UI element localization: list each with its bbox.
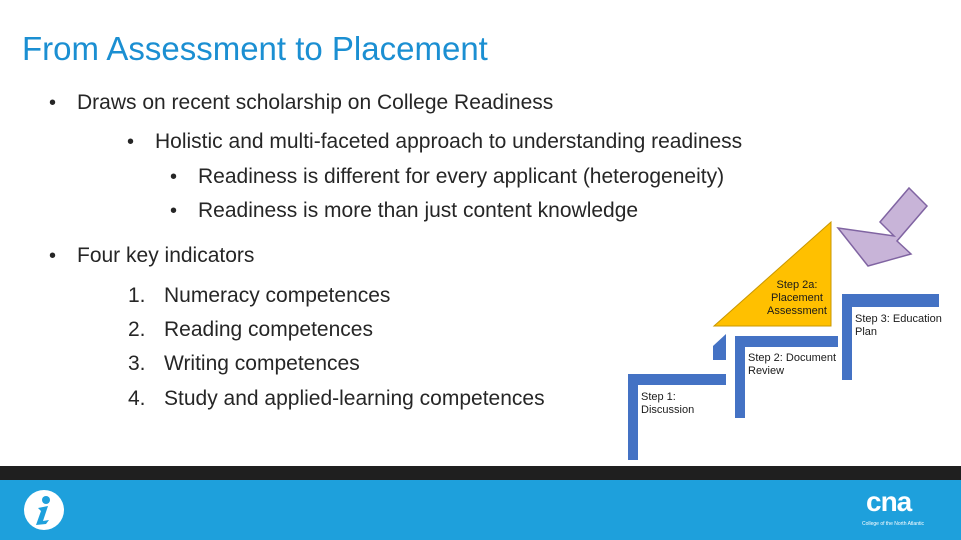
- indicator-number: 4.: [128, 387, 146, 410]
- info-logo: [24, 490, 64, 530]
- indicator-text-3: Writing competences: [164, 352, 360, 375]
- bullet-marker: •: [49, 245, 57, 267]
- indicator-number: 1.: [128, 284, 146, 307]
- indicator-text-1: Numeracy competences: [164, 284, 391, 307]
- indicator-text-2: Reading competences: [164, 318, 373, 341]
- step-2-label: Step 2: Document Review: [748, 352, 837, 377]
- bullet-text-4: Readiness is more than just content knowledge: [198, 199, 639, 222]
- bullet-text-3: Readiness is different for every applicant (heterogeneity): [198, 165, 725, 188]
- step-1-shape: [628, 374, 726, 460]
- bullet-marker: •: [127, 131, 135, 153]
- step-3-label: Step 3: Education Plan: [855, 313, 942, 338]
- info-i-icon: [24, 490, 64, 530]
- bullet-text-2: Holistic and multi-faceted approach to understanding readiness: [155, 130, 743, 153]
- bullet-marker: •: [170, 200, 178, 222]
- cna-logo-text: cna: [866, 486, 912, 517]
- indicator-number: 3.: [128, 352, 146, 375]
- indicator-text-4: Study and applied-learning competences: [164, 387, 545, 410]
- bullet-text-5: Four key indicators: [77, 244, 255, 267]
- bullet-marker: •: [49, 92, 57, 114]
- step-1-label: Step 1: Discussion: [641, 391, 695, 416]
- bullet-text-1: Draws on recent scholarship on College Readiness: [77, 91, 554, 114]
- slide-title: From Assessment to Placement: [22, 30, 488, 67]
- cna-logo-subtitle: College of the North Atlantic: [862, 521, 924, 527]
- footer-strip: [0, 466, 961, 480]
- step-link-shape: [713, 334, 726, 360]
- footer-bar: [0, 480, 961, 540]
- pointer-arrow-icon: [838, 188, 927, 266]
- indicator-number: 2.: [128, 318, 146, 341]
- step-2a-label: Step 2a: Placement Assessment: [767, 279, 827, 317]
- bullet-marker: •: [170, 166, 178, 188]
